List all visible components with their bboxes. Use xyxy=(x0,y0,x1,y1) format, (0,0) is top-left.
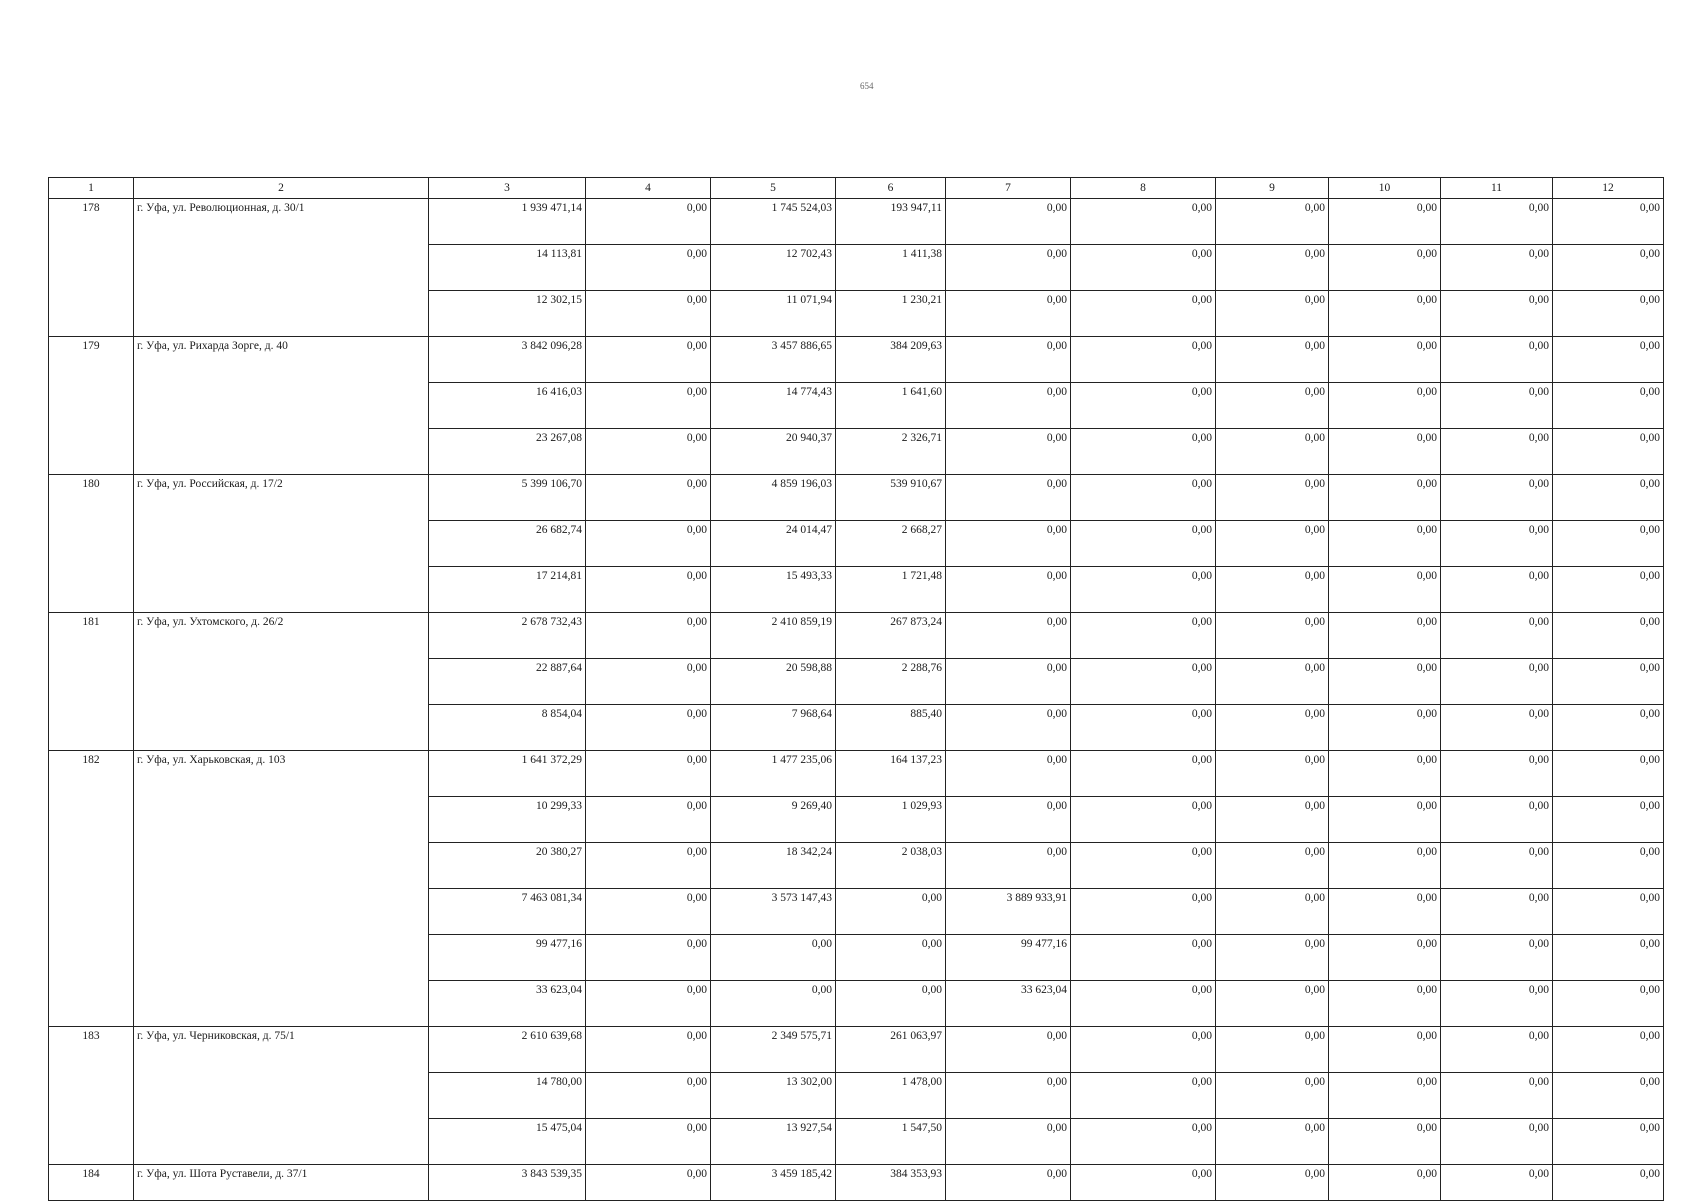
value-cell: 0,00 xyxy=(1553,797,1664,843)
value-cell: 0,00 xyxy=(836,889,946,935)
page-number: 654 xyxy=(860,81,874,91)
value-cell: 0,00 xyxy=(1216,981,1329,1027)
value-cell: 0,00 xyxy=(1216,659,1329,705)
value-cell: 0,00 xyxy=(586,1165,711,1201)
value-cell: 1 230,21 xyxy=(836,291,946,337)
value-cell: 0,00 xyxy=(1441,935,1553,981)
value-cell: 0,00 xyxy=(1329,981,1441,1027)
value-cell: 0,00 xyxy=(1553,337,1664,383)
row-number: 179 xyxy=(49,337,134,475)
value-cell: 4 859 196,03 xyxy=(711,475,836,521)
column-header: 2 xyxy=(134,178,429,199)
address-cell: г. Уфа, ул. Российская, д. 17/2 xyxy=(134,475,429,613)
value-cell: 1 547,50 xyxy=(836,1119,946,1165)
column-header: 7 xyxy=(946,178,1071,199)
value-cell: 0,00 xyxy=(711,981,836,1027)
value-cell: 0,00 xyxy=(946,291,1071,337)
value-cell: 0,00 xyxy=(1553,889,1664,935)
address-cell: г. Уфа, ул. Харьковская, д. 103 xyxy=(134,751,429,1027)
value-cell: 12 302,15 xyxy=(429,291,586,337)
row-number: 180 xyxy=(49,475,134,613)
value-cell: 0,00 xyxy=(1553,429,1664,475)
value-cell: 13 302,00 xyxy=(711,1073,836,1119)
value-cell: 0,00 xyxy=(1553,1165,1664,1201)
column-header: 6 xyxy=(836,178,946,199)
value-cell: 0,00 xyxy=(1553,245,1664,291)
value-cell: 0,00 xyxy=(1216,1165,1329,1201)
value-cell: 1 939 471,14 xyxy=(429,199,586,245)
value-cell: 0,00 xyxy=(586,199,711,245)
value-cell: 0,00 xyxy=(1329,1119,1441,1165)
value-cell: 0,00 xyxy=(946,705,1071,751)
value-cell: 13 927,54 xyxy=(711,1119,836,1165)
value-cell: 18 342,24 xyxy=(711,843,836,889)
table-row xyxy=(49,1027,1664,1073)
value-cell: 0,00 xyxy=(1071,199,1216,245)
value-cell: 0,00 xyxy=(1071,935,1216,981)
value-cell: 0,00 xyxy=(1441,245,1553,291)
value-cell: 0,00 xyxy=(1071,797,1216,843)
value-cell: 0,00 xyxy=(1071,567,1216,613)
value-cell: 0,00 xyxy=(711,935,836,981)
value-cell: 0,00 xyxy=(1216,889,1329,935)
value-cell: 1 745 524,03 xyxy=(711,199,836,245)
value-cell: 33 623,04 xyxy=(429,981,586,1027)
value-cell: 0,00 xyxy=(586,337,711,383)
value-cell: 1 029,93 xyxy=(836,797,946,843)
value-cell: 0,00 xyxy=(946,567,1071,613)
value-cell: 0,00 xyxy=(946,797,1071,843)
value-cell: 0,00 xyxy=(1329,521,1441,567)
value-cell: 2 610 639,68 xyxy=(429,1027,586,1073)
value-cell: 0,00 xyxy=(586,659,711,705)
value-cell: 10 299,33 xyxy=(429,797,586,843)
value-cell: 2 288,76 xyxy=(836,659,946,705)
value-cell: 0,00 xyxy=(1329,245,1441,291)
value-cell: 0,00 xyxy=(1216,1027,1329,1073)
table-body xyxy=(49,199,1664,1201)
document-sheet xyxy=(48,177,1664,1201)
value-cell: 0,00 xyxy=(1553,1027,1664,1073)
value-cell: 2 349 575,71 xyxy=(711,1027,836,1073)
value-cell: 0,00 xyxy=(946,751,1071,797)
value-cell: 0,00 xyxy=(1329,567,1441,613)
value-cell: 33 623,04 xyxy=(946,981,1071,1027)
value-cell: 0,00 xyxy=(1329,1073,1441,1119)
value-cell: 0,00 xyxy=(1441,1119,1553,1165)
value-cell: 0,00 xyxy=(586,797,711,843)
value-cell: 1 641 372,29 xyxy=(429,751,586,797)
value-cell: 3 573 147,43 xyxy=(711,889,836,935)
value-cell: 0,00 xyxy=(1553,199,1664,245)
value-cell: 0,00 xyxy=(1553,659,1664,705)
value-cell: 2 668,27 xyxy=(836,521,946,567)
value-cell: 0,00 xyxy=(946,1073,1071,1119)
value-cell: 0,00 xyxy=(1071,1119,1216,1165)
value-cell: 0,00 xyxy=(1329,1027,1441,1073)
value-cell: 14 774,43 xyxy=(711,383,836,429)
value-cell: 0,00 xyxy=(836,935,946,981)
column-header: 3 xyxy=(429,178,586,199)
value-cell: 0,00 xyxy=(1329,705,1441,751)
value-cell: 0,00 xyxy=(1553,613,1664,659)
value-cell: 0,00 xyxy=(1441,475,1553,521)
value-cell: 2 678 732,43 xyxy=(429,613,586,659)
value-cell: 7 463 081,34 xyxy=(429,889,586,935)
table-row xyxy=(49,337,1664,383)
value-cell: 3 889 933,91 xyxy=(946,889,1071,935)
value-cell: 0,00 xyxy=(1441,291,1553,337)
column-header: 5 xyxy=(711,178,836,199)
value-cell: 0,00 xyxy=(586,291,711,337)
value-cell: 1 478,00 xyxy=(836,1073,946,1119)
value-cell: 0,00 xyxy=(1216,843,1329,889)
value-cell: 22 887,64 xyxy=(429,659,586,705)
value-cell: 0,00 xyxy=(1216,521,1329,567)
value-cell: 0,00 xyxy=(1329,613,1441,659)
value-cell: 3 459 185,42 xyxy=(711,1165,836,1201)
value-cell: 261 063,97 xyxy=(836,1027,946,1073)
row-number: 184 xyxy=(49,1165,134,1201)
value-cell: 26 682,74 xyxy=(429,521,586,567)
value-cell: 384 353,93 xyxy=(836,1165,946,1201)
value-cell: 0,00 xyxy=(586,889,711,935)
value-cell: 0,00 xyxy=(1071,1073,1216,1119)
value-cell: 0,00 xyxy=(1071,429,1216,475)
value-cell: 0,00 xyxy=(1071,1165,1216,1201)
value-cell: 0,00 xyxy=(586,567,711,613)
column-header-row xyxy=(49,178,1664,199)
value-cell: 0,00 xyxy=(1441,1165,1553,1201)
value-cell: 17 214,81 xyxy=(429,567,586,613)
value-cell: 0,00 xyxy=(1071,843,1216,889)
value-cell: 0,00 xyxy=(1441,1027,1553,1073)
value-cell: 0,00 xyxy=(586,475,711,521)
value-cell: 0,00 xyxy=(1216,429,1329,475)
value-cell: 0,00 xyxy=(1553,1119,1664,1165)
value-cell: 0,00 xyxy=(1553,567,1664,613)
value-cell: 0,00 xyxy=(1216,613,1329,659)
table-row xyxy=(49,475,1664,521)
value-cell: 0,00 xyxy=(586,935,711,981)
value-cell: 0,00 xyxy=(1216,567,1329,613)
value-cell: 0,00 xyxy=(1553,751,1664,797)
value-cell: 15 475,04 xyxy=(429,1119,586,1165)
value-cell: 0,00 xyxy=(1071,291,1216,337)
value-cell: 0,00 xyxy=(946,337,1071,383)
value-cell: 0,00 xyxy=(1441,567,1553,613)
value-cell: 0,00 xyxy=(1071,751,1216,797)
value-cell: 7 968,64 xyxy=(711,705,836,751)
value-cell: 0,00 xyxy=(586,613,711,659)
data-table xyxy=(48,177,1664,1201)
value-cell: 0,00 xyxy=(1441,889,1553,935)
value-cell: 20 380,27 xyxy=(429,843,586,889)
value-cell: 0,00 xyxy=(586,429,711,475)
value-cell: 0,00 xyxy=(946,475,1071,521)
value-cell: 0,00 xyxy=(586,383,711,429)
address-cell: г. Уфа, ул. Рихарда Зорге, д. 40 xyxy=(134,337,429,475)
value-cell: 0,00 xyxy=(1071,475,1216,521)
value-cell: 0,00 xyxy=(1553,383,1664,429)
value-cell: 0,00 xyxy=(1071,383,1216,429)
value-cell: 0,00 xyxy=(1329,291,1441,337)
value-cell: 0,00 xyxy=(1071,705,1216,751)
value-cell: 0,00 xyxy=(1216,1073,1329,1119)
value-cell: 0,00 xyxy=(1216,199,1329,245)
row-number: 183 xyxy=(49,1027,134,1165)
value-cell: 14 780,00 xyxy=(429,1073,586,1119)
value-cell: 3 457 886,65 xyxy=(711,337,836,383)
value-cell: 384 209,63 xyxy=(836,337,946,383)
value-cell: 5 399 106,70 xyxy=(429,475,586,521)
value-cell: 0,00 xyxy=(586,751,711,797)
value-cell: 0,00 xyxy=(1553,935,1664,981)
value-cell: 0,00 xyxy=(1553,843,1664,889)
value-cell: 0,00 xyxy=(1441,1073,1553,1119)
column-header: 10 xyxy=(1329,178,1441,199)
value-cell: 0,00 xyxy=(1329,475,1441,521)
column-header: 1 xyxy=(49,178,134,199)
value-cell: 0,00 xyxy=(1329,337,1441,383)
value-cell: 0,00 xyxy=(1329,751,1441,797)
value-cell: 0,00 xyxy=(1441,705,1553,751)
value-cell: 267 873,24 xyxy=(836,613,946,659)
value-cell: 885,40 xyxy=(836,705,946,751)
value-cell: 15 493,33 xyxy=(711,567,836,613)
value-cell: 0,00 xyxy=(1329,935,1441,981)
value-cell: 0,00 xyxy=(1553,1073,1664,1119)
row-number: 178 xyxy=(49,199,134,337)
value-cell: 0,00 xyxy=(1441,659,1553,705)
value-cell: 0,00 xyxy=(1071,245,1216,291)
value-cell: 0,00 xyxy=(1216,383,1329,429)
value-cell: 0,00 xyxy=(1441,429,1553,475)
value-cell: 0,00 xyxy=(946,429,1071,475)
value-cell: 0,00 xyxy=(1216,337,1329,383)
column-header: 4 xyxy=(586,178,711,199)
value-cell: 0,00 xyxy=(1329,797,1441,843)
table-row xyxy=(49,613,1664,659)
value-cell: 0,00 xyxy=(1071,1027,1216,1073)
value-cell: 0,00 xyxy=(946,659,1071,705)
value-cell: 0,00 xyxy=(1329,889,1441,935)
address-cell: г. Уфа, ул. Шота Руставели, д. 37/1 xyxy=(134,1165,429,1201)
value-cell: 0,00 xyxy=(1216,1119,1329,1165)
value-cell: 0,00 xyxy=(586,1119,711,1165)
value-cell: 1 411,38 xyxy=(836,245,946,291)
value-cell: 3 843 539,35 xyxy=(429,1165,586,1201)
value-cell: 20 598,88 xyxy=(711,659,836,705)
value-cell: 0,00 xyxy=(946,1027,1071,1073)
value-cell: 2 326,71 xyxy=(836,429,946,475)
address-cell: г. Уфа, ул. Ухтомского, д. 26/2 xyxy=(134,613,429,751)
value-cell: 0,00 xyxy=(1441,337,1553,383)
value-cell: 0,00 xyxy=(1553,475,1664,521)
value-cell: 99 477,16 xyxy=(946,935,1071,981)
value-cell: 0,00 xyxy=(1329,843,1441,889)
value-cell: 0,00 xyxy=(1216,751,1329,797)
value-cell: 11 071,94 xyxy=(711,291,836,337)
value-cell: 0,00 xyxy=(1553,521,1664,567)
value-cell: 0,00 xyxy=(1553,705,1664,751)
value-cell: 0,00 xyxy=(1216,475,1329,521)
value-cell: 0,00 xyxy=(1071,659,1216,705)
value-cell: 24 014,47 xyxy=(711,521,836,567)
value-cell: 0,00 xyxy=(1441,751,1553,797)
value-cell: 0,00 xyxy=(1329,199,1441,245)
value-cell: 0,00 xyxy=(586,521,711,567)
value-cell: 0,00 xyxy=(586,245,711,291)
value-cell: 0,00 xyxy=(1216,291,1329,337)
value-cell: 0,00 xyxy=(1216,705,1329,751)
value-cell: 0,00 xyxy=(1441,613,1553,659)
table-row xyxy=(49,199,1664,245)
value-cell: 0,00 xyxy=(1216,935,1329,981)
value-cell: 3 842 096,28 xyxy=(429,337,586,383)
value-cell: 0,00 xyxy=(586,1027,711,1073)
value-cell: 0,00 xyxy=(946,199,1071,245)
value-cell: 0,00 xyxy=(1553,981,1664,1027)
value-cell: 0,00 xyxy=(586,705,711,751)
value-cell: 0,00 xyxy=(1329,1165,1441,1201)
value-cell: 0,00 xyxy=(1441,797,1553,843)
value-cell: 0,00 xyxy=(1441,383,1553,429)
value-cell: 0,00 xyxy=(1441,199,1553,245)
value-cell: 0,00 xyxy=(1329,429,1441,475)
value-cell: 0,00 xyxy=(586,1073,711,1119)
value-cell: 16 416,03 xyxy=(429,383,586,429)
value-cell: 99 477,16 xyxy=(429,935,586,981)
value-cell: 1 477 235,06 xyxy=(711,751,836,797)
value-cell: 0,00 xyxy=(946,245,1071,291)
value-cell: 2 038,03 xyxy=(836,843,946,889)
value-cell: 0,00 xyxy=(946,613,1071,659)
value-cell: 23 267,08 xyxy=(429,429,586,475)
value-cell: 0,00 xyxy=(1216,797,1329,843)
row-number: 182 xyxy=(49,751,134,1027)
value-cell: 0,00 xyxy=(946,383,1071,429)
value-cell: 20 940,37 xyxy=(711,429,836,475)
value-cell: 193 947,11 xyxy=(836,199,946,245)
value-cell: 0,00 xyxy=(1071,337,1216,383)
value-cell: 0,00 xyxy=(1071,981,1216,1027)
value-cell: 0,00 xyxy=(946,843,1071,889)
value-cell: 0,00 xyxy=(586,981,711,1027)
column-header: 12 xyxy=(1553,178,1664,199)
value-cell: 9 269,40 xyxy=(711,797,836,843)
address-cell: г. Уфа, ул. Революционная, д. 30/1 xyxy=(134,199,429,337)
value-cell: 12 702,43 xyxy=(711,245,836,291)
table-row xyxy=(49,751,1664,797)
value-cell: 0,00 xyxy=(1071,889,1216,935)
table-row xyxy=(49,1165,1664,1201)
value-cell: 0,00 xyxy=(1329,383,1441,429)
value-cell: 0,00 xyxy=(1071,521,1216,567)
value-cell: 0,00 xyxy=(1441,843,1553,889)
value-cell: 0,00 xyxy=(946,521,1071,567)
value-cell: 0,00 xyxy=(1216,245,1329,291)
value-cell: 0,00 xyxy=(946,1119,1071,1165)
column-header: 8 xyxy=(1071,178,1216,199)
value-cell: 539 910,67 xyxy=(836,475,946,521)
column-header: 9 xyxy=(1216,178,1329,199)
value-cell: 0,00 xyxy=(586,843,711,889)
value-cell: 0,00 xyxy=(1071,613,1216,659)
value-cell: 0,00 xyxy=(946,1165,1071,1201)
value-cell: 0,00 xyxy=(1553,291,1664,337)
value-cell: 0,00 xyxy=(1329,659,1441,705)
value-cell: 0,00 xyxy=(1441,981,1553,1027)
value-cell: 164 137,23 xyxy=(836,751,946,797)
row-number: 181 xyxy=(49,613,134,751)
address-cell: г. Уфа, ул. Черниковская, д. 75/1 xyxy=(134,1027,429,1165)
value-cell: 1 641,60 xyxy=(836,383,946,429)
column-header: 11 xyxy=(1441,178,1553,199)
value-cell: 0,00 xyxy=(1441,521,1553,567)
value-cell: 8 854,04 xyxy=(429,705,586,751)
value-cell: 2 410 859,19 xyxy=(711,613,836,659)
value-cell: 1 721,48 xyxy=(836,567,946,613)
value-cell: 14 113,81 xyxy=(429,245,586,291)
value-cell: 0,00 xyxy=(836,981,946,1027)
